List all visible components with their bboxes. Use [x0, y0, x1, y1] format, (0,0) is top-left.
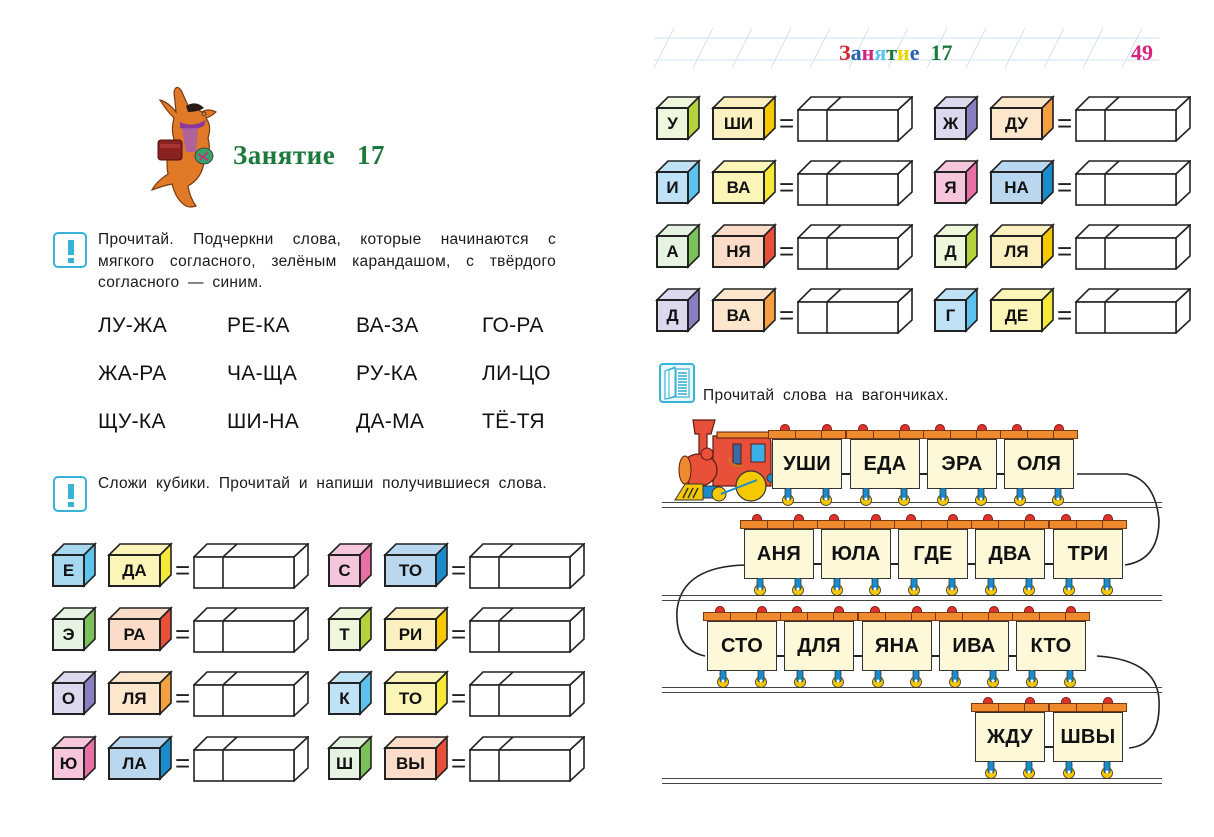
wagon-roof — [1000, 430, 1078, 439]
cube-exercise-row — [52, 607, 312, 653]
syllable-cube — [108, 607, 172, 651]
train-wagon — [1016, 608, 1086, 688]
wagon-word: СТО — [707, 621, 777, 671]
wagon-word: ИВА — [939, 621, 1009, 671]
word: ТЁ-ТЯ — [482, 410, 545, 433]
wheel-icon — [1023, 578, 1035, 596]
wagon-word: УШИ — [772, 439, 842, 489]
wagon-roof — [846, 430, 924, 439]
equals-sign: = — [779, 236, 795, 266]
equals-sign: = — [175, 619, 191, 649]
wagon-coupler — [968, 563, 975, 565]
page-number: 49 — [1131, 40, 1153, 65]
train-wagon — [898, 516, 968, 596]
syllable-word-grid — [98, 314, 568, 433]
wheel-icon — [820, 488, 832, 506]
answer-box[interactable] — [469, 607, 585, 653]
word: ДА-МА — [356, 410, 425, 433]
cube-label: Э — [52, 618, 85, 651]
wagon-word: ДЛЯ — [784, 621, 854, 671]
word: ЛУ-ЖА — [98, 314, 168, 337]
wheel-icon — [860, 488, 872, 506]
wheel-icon — [908, 578, 920, 596]
cube-exercise-row — [52, 736, 312, 782]
word: ЖА-РА — [98, 362, 167, 385]
wagon-word: ЭРА — [927, 439, 997, 489]
wheel-icon — [1026, 670, 1038, 688]
wagon-word: ГДЕ — [898, 529, 968, 579]
wagon-roof — [780, 612, 858, 621]
equals-sign: = — [1057, 236, 1073, 266]
cube-label: ВЫ — [384, 747, 437, 780]
wagon-word: ЖДУ — [975, 712, 1045, 762]
syllable-cube — [384, 736, 448, 780]
word: РУ-КА — [356, 362, 418, 385]
answer-box[interactable] — [193, 543, 309, 589]
train-wagon — [744, 516, 814, 596]
cube-label: ДУ — [990, 107, 1043, 140]
wheel-icon — [946, 578, 958, 596]
cube-label: К — [328, 682, 361, 715]
header-lesson-number: 17 — [930, 40, 953, 65]
equals-sign: = — [1057, 108, 1073, 138]
wagon-roof — [817, 520, 895, 529]
title-letter: и — [897, 40, 910, 65]
word: ЛИ-ЦО — [482, 362, 551, 385]
wagon-word: ЮЛА — [821, 529, 891, 579]
train-wagon — [707, 608, 777, 688]
equals-sign: = — [451, 748, 467, 778]
wagon-word: ДВА — [975, 529, 1045, 579]
train-wagon — [975, 516, 1045, 596]
equals-sign: = — [175, 683, 191, 713]
equals-sign: = — [1057, 300, 1073, 330]
cube-label: РИ — [384, 618, 437, 651]
wagon-coupler — [1045, 563, 1053, 565]
answer-box[interactable] — [469, 543, 585, 589]
wheel-icon — [1014, 488, 1026, 506]
cube-label: ВА — [712, 171, 765, 204]
syllable-cube — [384, 671, 448, 715]
cube-label: НЯ — [712, 235, 765, 268]
task2-instruction: Сложи кубики. Прочитай и напиши получившиеся слова. — [98, 475, 548, 492]
equals-sign: = — [451, 555, 467, 585]
exclamation-task-icon — [53, 476, 87, 512]
letter-cube — [328, 736, 372, 780]
train-wagon — [939, 608, 1009, 688]
cube-label: НА — [990, 171, 1043, 204]
equals-sign: = — [779, 108, 795, 138]
cube-label: Ш — [328, 747, 361, 780]
wagon-roof — [935, 612, 1013, 621]
wheel-icon — [869, 578, 881, 596]
cube-label: Д — [656, 299, 689, 332]
wagon-word: ОЛЯ — [1004, 439, 1074, 489]
wheel-icon — [831, 578, 843, 596]
train-wagon — [784, 608, 854, 688]
title-letter: а — [850, 40, 862, 65]
wagon-coupler — [814, 563, 821, 565]
kangaroo-mascot-icon — [146, 82, 226, 212]
cube-label: ТО — [384, 682, 437, 715]
word: ЧА-ЩА — [227, 362, 298, 385]
word: ВА-ЗА — [356, 314, 419, 337]
wheel-icon — [1101, 761, 1113, 779]
task1-instruction: Прочитай. Подчеркни слова, которые начинаются с мягкого согласного, зелёным карандашом, с твёрдого согласного — синим. — [98, 231, 556, 291]
wheel-icon — [937, 488, 949, 506]
cube-exercise-row — [328, 736, 588, 782]
wagon-roof — [858, 612, 936, 621]
right-page — [607, 0, 1214, 837]
cube-label: И — [656, 171, 689, 204]
train-wagon — [1004, 426, 1074, 506]
title-letter: я — [874, 40, 887, 65]
wheel-icon — [872, 670, 884, 688]
title-letter: З — [839, 40, 851, 65]
wheel-icon — [754, 578, 766, 596]
cube-label: ДЕ — [990, 299, 1043, 332]
cube-label: ВА — [712, 299, 765, 332]
cube-label: А — [656, 235, 689, 268]
wagon-coupler — [932, 655, 939, 657]
word: ЩУ-КА — [98, 410, 166, 433]
syllable-cube — [108, 543, 172, 587]
cube-label: Т — [328, 618, 361, 651]
letter-cube — [328, 543, 372, 587]
syllable-cube — [384, 607, 448, 651]
equals-sign: = — [1057, 172, 1073, 202]
wagon-coupler — [891, 563, 898, 565]
cube-label: ЛЯ — [108, 682, 161, 715]
wagon-roof — [768, 430, 846, 439]
wagon-roof — [923, 430, 1001, 439]
answer-box[interactable] — [193, 607, 309, 653]
equals-sign: = — [175, 748, 191, 778]
wheel-icon — [987, 670, 999, 688]
wheel-icon — [949, 670, 961, 688]
wagon-coupler — [1009, 655, 1016, 657]
cube-exercise-row — [52, 671, 312, 717]
letter-cube — [328, 607, 372, 651]
wheel-icon — [782, 488, 794, 506]
cube-label: Е — [52, 554, 85, 587]
syllable-cube — [384, 543, 448, 587]
wagon-word: ШВЫ — [1053, 712, 1123, 762]
train-wagon — [1053, 699, 1123, 779]
wagon-roof — [971, 520, 1049, 529]
letter-cube — [328, 671, 372, 715]
wagon-word: КТО — [1016, 621, 1086, 671]
letter-cube — [52, 607, 96, 651]
word: РЕ-КА — [227, 314, 290, 337]
wagon-word: ТРИ — [1053, 529, 1123, 579]
wheel-icon — [910, 670, 922, 688]
train-wagon — [1053, 516, 1123, 596]
wagon-word: ЕДА — [850, 439, 920, 489]
cube-exercise-row — [328, 607, 588, 653]
wagon-coupler — [997, 473, 1004, 475]
train-wagon — [850, 426, 920, 506]
wheel-icon — [985, 761, 997, 779]
wagon-word: ЯНА — [862, 621, 932, 671]
wheel-icon — [1063, 761, 1075, 779]
title-letter: н — [861, 40, 875, 65]
wheel-icon — [1064, 670, 1076, 688]
locomotive-icon — [673, 416, 781, 506]
equals-sign: = — [451, 683, 467, 713]
wheel-icon — [755, 670, 767, 688]
letter-cube — [52, 671, 96, 715]
wagon-coupler — [1045, 746, 1053, 748]
letter-cube — [52, 736, 96, 780]
train-wagon — [975, 699, 1045, 779]
cube-exercise-row — [328, 543, 588, 589]
cube-label: ШИ — [712, 107, 765, 140]
cube-label: ЛЯ — [990, 235, 1043, 268]
answer-box[interactable] — [193, 671, 309, 717]
wheel-icon — [1101, 578, 1113, 596]
cube-exercise-row — [52, 543, 312, 589]
cube-label: Ж — [934, 107, 967, 140]
train-wagon — [821, 516, 891, 596]
wagon-coupler — [920, 473, 927, 475]
cube-label: ДА — [108, 554, 161, 587]
title-letter: т — [886, 40, 898, 65]
equals-sign: = — [175, 555, 191, 585]
cube-label: ЛА — [108, 747, 161, 780]
cube-label: О — [52, 682, 85, 715]
wagon-coupler — [777, 655, 784, 657]
wagon-roof — [894, 520, 972, 529]
syllable-cube — [108, 736, 172, 780]
title-letter: е — [909, 40, 920, 65]
answer-box[interactable] — [469, 736, 585, 782]
cube-label: Д — [934, 235, 967, 268]
wagon-word: АНЯ — [744, 529, 814, 579]
cube-label: РА — [108, 618, 161, 651]
wheel-icon — [975, 488, 987, 506]
wheel-icon — [832, 670, 844, 688]
wagon-roof — [703, 612, 781, 621]
wagon-roof — [1049, 520, 1127, 529]
equals-sign: = — [779, 300, 795, 330]
wheel-icon — [1063, 578, 1075, 596]
cube-label: Г — [934, 299, 967, 332]
answer-box[interactable] — [469, 671, 585, 717]
wagon-roof — [1049, 703, 1127, 712]
wagon-coupler — [854, 655, 862, 657]
wheel-icon — [1023, 761, 1035, 779]
wheel-icon — [1052, 488, 1064, 506]
answer-box[interactable] — [193, 736, 309, 782]
task3-instruction: Прочитай слова на вагончиках. — [703, 387, 949, 404]
word: ШИ-НА — [227, 410, 300, 433]
wheel-icon — [717, 670, 729, 688]
wagon-roof — [1012, 612, 1090, 621]
syllable-cube — [108, 671, 172, 715]
equals-sign: = — [451, 619, 467, 649]
train-wagon — [927, 426, 997, 506]
letter-cube — [52, 543, 96, 587]
cube-label: У — [656, 107, 689, 140]
wheel-icon — [794, 670, 806, 688]
wagon-roof — [971, 703, 1049, 712]
wagon-roof — [740, 520, 818, 529]
cube-label: ТО — [384, 554, 437, 587]
wheel-icon — [792, 578, 804, 596]
equals-sign: = — [779, 172, 795, 202]
cube-label: Я — [934, 171, 967, 204]
word: ГО-РА — [482, 314, 544, 337]
wheel-icon — [985, 578, 997, 596]
train-wagon — [862, 608, 932, 688]
exclamation-task-icon — [53, 232, 87, 268]
lesson-title: Занятие 17 — [233, 140, 385, 170]
cube-label: Ю — [52, 747, 85, 780]
wagon-coupler — [842, 473, 850, 475]
cube-label: С — [328, 554, 361, 587]
cube-exercise-row — [328, 671, 588, 717]
train-wagon — [772, 426, 842, 506]
wheel-icon — [898, 488, 910, 506]
